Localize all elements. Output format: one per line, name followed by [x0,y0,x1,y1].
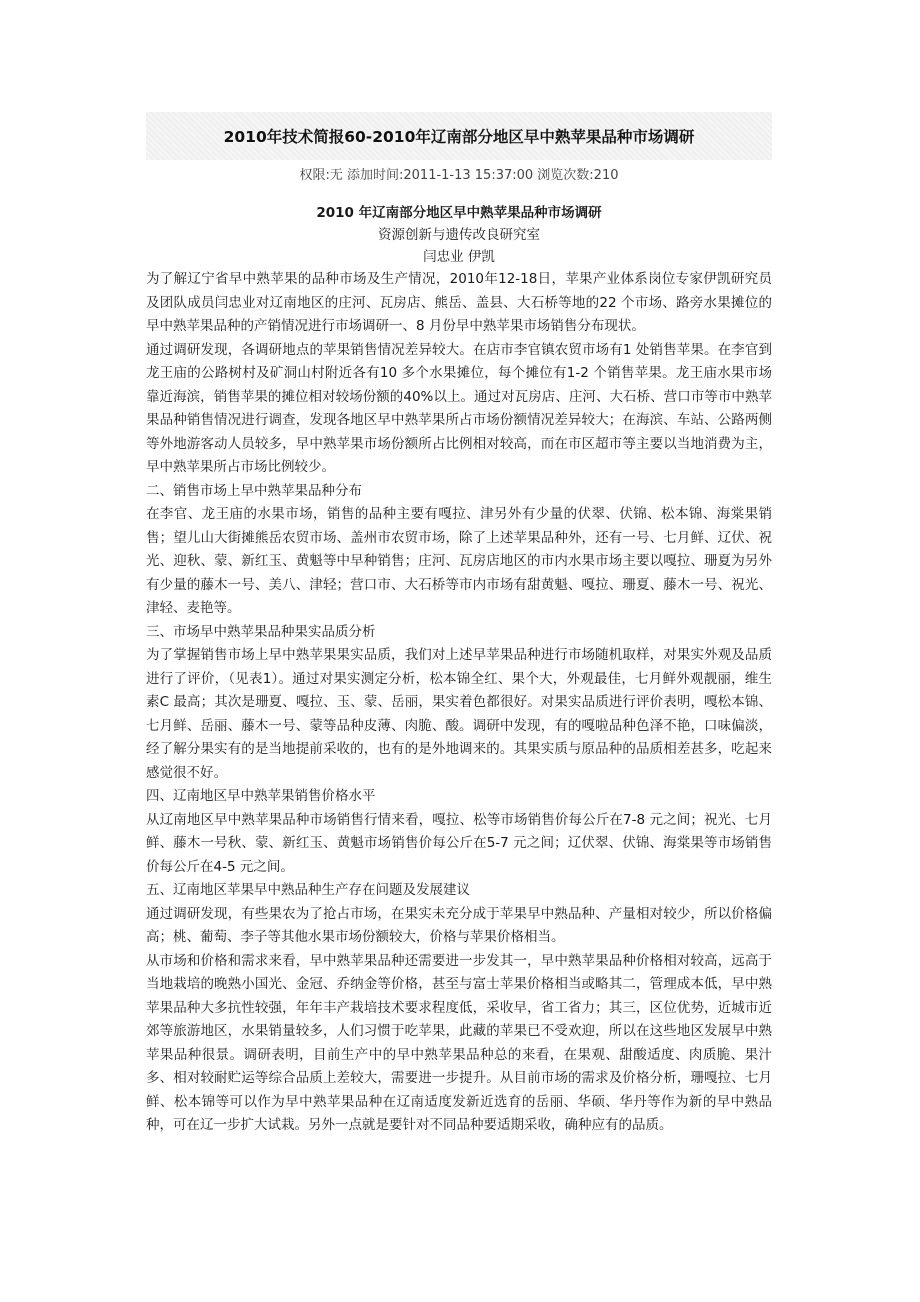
section-heading: 二、销售市场上早中熟苹果品种分布 [146,482,362,499]
paragraph: 通过调研发现，有些果农为了抢占市场，在果实未充分成于苹果早中熟品种、产量相对较少，所以价格偏高；桃、葡萄、李子等其他水果市场份额较大，价格与苹果价格相当。 [146,905,772,945]
paragraph: 为了掌握销售市场上早中熟苹果果实品质，我们对上述早苹果品种进行市场随机取样，对果实外观及品质进行了评价，（见表1）。通过对果实测定分析，松本锦全红、果个大，外观最佳，七月鲜外观靓丽，维生素C 最高；其次是珊夏、嘎拉、玉、蒙、岳丽，果实着色都很好。对果实品质进行评价表明，嘎松本锦、七月鲜、岳丽、藤木一号、蒙等品种皮薄、肉脆、酸。调研中发现，有的嘎啦品种色泽不艳，口味偏淡，经了解分果实有的是当地提前采收的，也有的是外地调来的。其果实质与原品种的品质相差甚多，吃起来感觉很不好。 [146,647,772,781]
authors: 闫忠业 伊凯 [423,249,495,265]
section-heading: 五、辽南地区苹果早中熟品种生产存在问题及发展建议 [146,882,470,898]
title-bar [146,112,772,160]
paragraph: 在李官、龙王庙的水果市场，销售的品种主要有嘎拉、津另外有少量的伏翠、伏锦、松本锦、海棠果销售；望儿山大街摊熊岳农贸市场、盖州市农贸市场，除了上述苹果品种外，还有一号、七月鲜、辽伏、祝光、迎秋、蒙、新红玉、黄魁等中早种销售；庄河、瓦房店地区的市内水果市场主要以嘎拉、珊夏为另外有少量的藤木一号、美八、津轻；营口市、大石桥等市内市场有甜黄魁、嘎拉、珊夏、藤木一号、祝光、津轻、麦艳等。 [146,506,772,616]
department: 资源创新与遗传改良研究室 [378,227,540,243]
section-heading: 四、辽南地区早中熟苹果销售价格水平 [146,788,376,804]
paragraph: 从市场和价格和需求来看，早中熟苹果品种还需要进一步发其一，早中熟苹果品种价格相对较高，远高于当地栽培的晚熟小国光、金冠、乔纳金等价格，甚至与富士苹果价格相当或略其二，管理成本低，早中熟苹果品种大多抗性较强，年年丰产栽培技术要求程度低，采收早，省工省力；其三，区位优势，近城市近郊等旅游地区，水果销量较多，人们习惯于吃苹果，此藏的苹果已不受欢迎，所以在这些地区发展早中熟苹果品种很景。调研表明，目前生产中的早中熟苹果品种总的来看，在果观、甜酸适度、肉质脆、果汁多、相对较耐贮运等综合品质上差较大，需要进一步提升。从目前市场的需求及价格分析，珊嘎拉、七月鲜、松本锦等可以作为早中熟苹果品种在辽南适度发新近选育的岳丽、华硕、华丹等作为新的早中熟品种，可在辽一步扩大试栽。另外一点就是要针对不同品种要适期采收，确种应有的品质。 [146,952,772,1133]
page-title: 2010年技术简报60-2010年辽南部分地区早中熟苹果品种市场调研 [223,128,695,146]
article-body [146,268,772,1138]
paragraph: 通过调研发现，各调研地点的苹果销售情况差异较大。在店市李官镇农贸市场有1 处销售苹果。在李官到龙王庙的公路树村及矿洞山村附近各有10 多个水果摊位，每个摊位有1-2 个销售苹果。龙王庙水果市场靠近海滨，销售苹果的摊位相对较场份额的40%以上。通过对瓦房店、庄河、大石桥、营口市等市中熟苹果品种销售情况进行调查，发现各地区早中熟苹果所占市场份额情况差异较大；在海滨、车站、公路两侧等外地游客动人员较多，早中熟苹果市场份额所占比例相对较高，而在市区超市等主要以当地消费为主，早中熟苹果所占市场比例较少。 [146,341,772,475]
article-subtitle: 2010 年辽南部分地区早中熟苹果品种市场调研 [316,205,602,221]
paragraph: 从辽南地区早中熟苹果品种市场销售行情来看，嘎拉、松等市场销售价每公斤在7-8 元之间；祝光、七月鲜、藤木一号秋、蒙、新红玉、黄魁市场销售价每公斤在5-7 元之间；辽伏翠、伏锦、海棠果等市场销售价每公斤在4-5 元之间。 [146,811,772,875]
section-heading: 三、市场早中熟苹果品种果实品质分析 [146,623,376,640]
paragraph: 为了解辽宁省早中熟苹果的品种市场及生产情况，2010年12-18日，苹果产业体系岗位专家伊凯研究员及团队成员闫忠业对辽南地区的庄河、瓦房店、熊岳、盖县、大石桥等地的22 个市场、路旁水果摊位的早中熟苹果品种的产销情况进行市场调研一、8 月份早中熟苹果市场销售分布现状。 [146,271,772,334]
document-page [146,112,772,1138]
meta-info: 权限:无 添加时间:2011-1-13 15:37:00 浏览次数:210 [299,168,619,183]
